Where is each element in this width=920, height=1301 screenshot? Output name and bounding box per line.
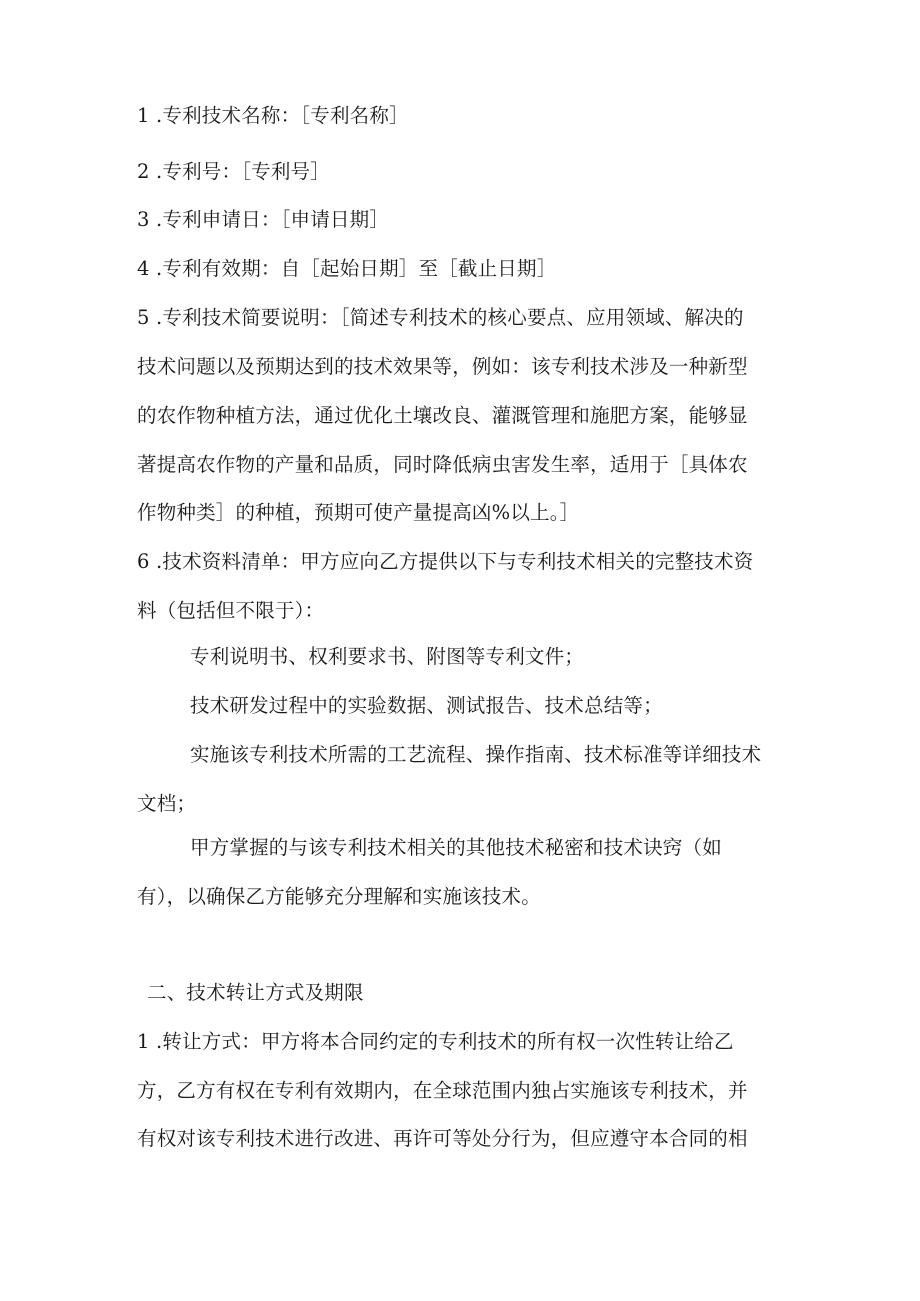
- item6-list-item-4-line-2: 有），以确保乙方能够充分理解和实施该技术。: [137, 885, 541, 908]
- section2-item1-line-1: 1 .转让方式：甲方将本合同约定的专利技术的所有权一次性转让给乙: [137, 1030, 734, 1053]
- item-validity-period: 4 .专利有效期：自［起始日期］至［截止日期］: [137, 257, 557, 280]
- item5-line-1: 5 .专利技术简要说明：［简述专利技术的核心要点、应用领域、解决的: [137, 306, 744, 329]
- item-application-date: 3 .专利申请日：［申请日期］: [137, 208, 390, 231]
- item6-line-1: 6 .技术资料清单：甲方应向乙方提供以下与专利技术相关的完整技术资: [137, 550, 754, 573]
- item6-line-2: 料（包括但不限于）：: [137, 599, 325, 622]
- item-patent-number: 2 .专利号：［专利号］: [137, 160, 330, 183]
- item6-list-item-2: 技术研发过程中的实验数据、测试报告、技术总结等；: [190, 694, 663, 717]
- item6-list-item-1: 专利说明书、权利要求书、附图等专利文件；: [190, 645, 585, 668]
- item5-line-5: 作物种类］的种植，预期可使产量提高凶%以上。］: [137, 501, 580, 524]
- item6-list-item-3-line-2: 文档；: [137, 792, 197, 815]
- item5-line-3: 的农作物种植方法，通过优化土壤改良、灌溉管理和施肥方案，能够显: [137, 404, 748, 427]
- item-patent-name: 1 .专利技术名称：［专利名称］: [137, 104, 409, 127]
- item6-list-item-3-line-1: 实施该专利技术所需的工艺流程、操作指南、技术标准等详细技术: [190, 743, 762, 766]
- section2-heading: 二、技术转让方式及期限: [147, 981, 364, 1004]
- item5-line-2: 技术问题以及预期达到的技术效果等，例如：该专利技术涉及一种新型: [137, 355, 748, 378]
- section2-item1-line-2: 方，乙方有权在专利有效期内，在全球范围内独占实施该专利技术，并: [137, 1079, 748, 1102]
- section2-item1-line-3: 有权对该专利技术进行改进、再许可等处分行为，但应遵守本合同的相: [137, 1127, 748, 1150]
- item5-line-4: 著提高农作物的产量和品质，同时降低病虫害发生率，适用于［具体农: [137, 453, 748, 476]
- item6-list-item-4-line-1: 甲方掌握的与该专利技术相关的其他技术秘密和技术诀窍（如: [190, 836, 722, 859]
